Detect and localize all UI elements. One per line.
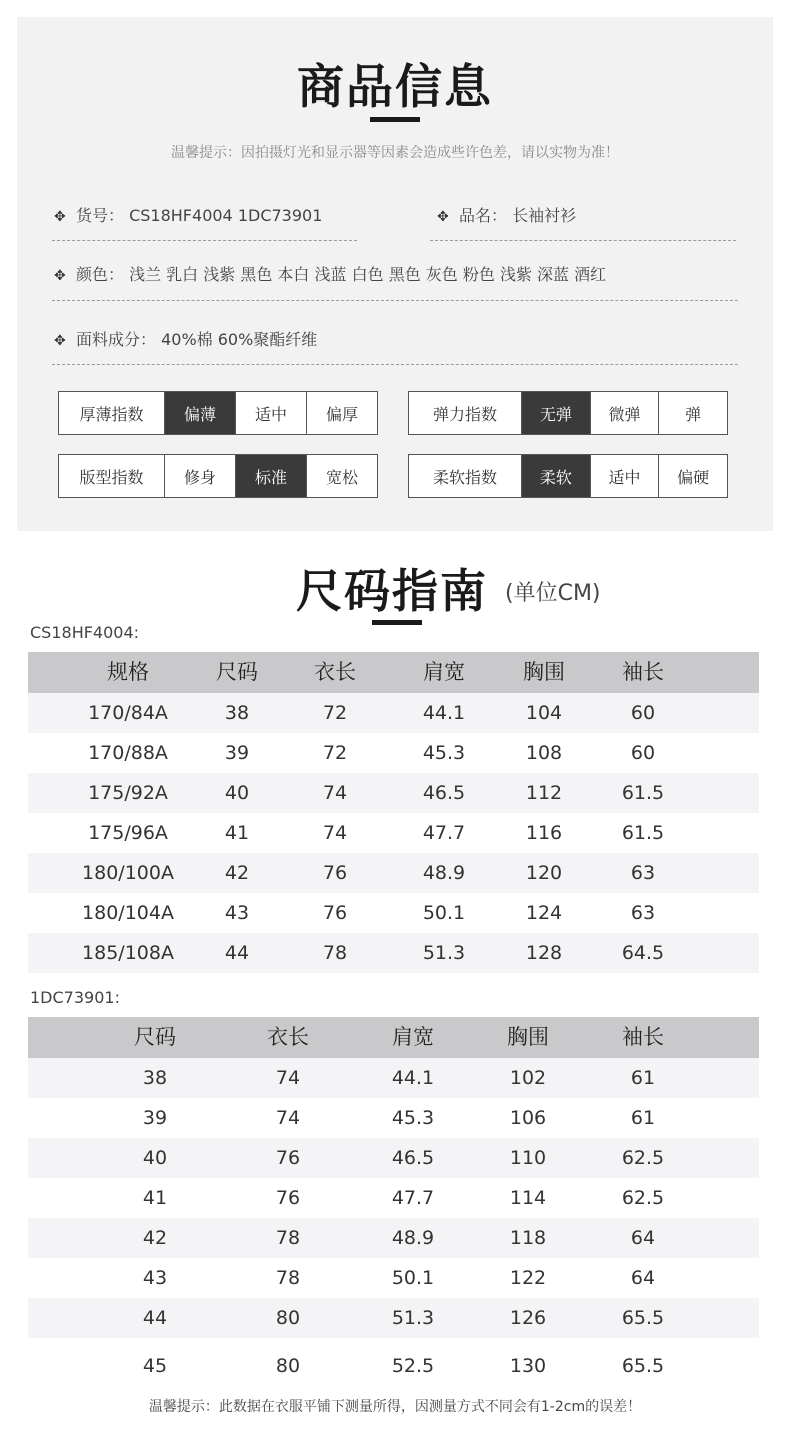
cell: 42 (224, 862, 250, 884)
header-sleeve: 袖长 (622, 660, 664, 684)
cell: 170/88A (88, 742, 168, 764)
cell: 65.5 (621, 1307, 665, 1329)
dashed-divider (52, 364, 738, 365)
cell: 180/100A (82, 862, 174, 884)
table-row (28, 893, 759, 933)
scale-option-selected: 偏薄 (164, 392, 235, 434)
product-info-title: 商品信息 (297, 60, 493, 115)
size-guide-unit: (单位CM) (505, 581, 601, 606)
four-point-star-icon: ✥ (54, 209, 66, 225)
table-row (28, 1218, 759, 1258)
cell: 108 (525, 742, 563, 764)
cell: 44 (142, 1307, 168, 1329)
table-row (28, 1338, 759, 1394)
cell: 78 (322, 942, 348, 964)
cell: 61.5 (621, 822, 665, 844)
scale-option: 适中 (590, 455, 659, 497)
cell: 47.7 (422, 822, 466, 844)
cell: 128 (525, 942, 563, 964)
cell: 74 (322, 822, 348, 844)
cell: 74 (322, 782, 348, 804)
color-difference-tip: 温馨提示：因拍摄灯光和显示器等因素会造成些许色差，请以实物为准！ (171, 145, 619, 161)
cell: 175/92A (88, 782, 168, 804)
header-size: 尺码 (216, 660, 258, 684)
cell: 48.9 (391, 1227, 435, 1249)
cell: 185/108A (82, 942, 174, 964)
cell: 47.7 (391, 1187, 435, 1209)
cell: 46.5 (422, 782, 466, 804)
scale-option: 微弹 (590, 392, 659, 434)
dashed-divider (52, 240, 357, 241)
scale-option: 适中 (235, 392, 306, 434)
table-row (28, 693, 759, 733)
scale-option: 偏厚 (306, 392, 377, 434)
four-point-star-icon: ✥ (54, 333, 66, 349)
table-row (28, 1058, 759, 1098)
table-header (28, 1017, 759, 1058)
fit-index-scale (58, 454, 378, 498)
fabric-text: 面料成分： 40%棉 60%聚酯纤维 (76, 330, 318, 349)
cell: 63 (630, 902, 656, 924)
cell: 102 (509, 1067, 547, 1089)
cell: 40 (224, 782, 250, 804)
table-row (28, 773, 759, 813)
cell: 64.5 (621, 942, 665, 964)
cell: 76 (275, 1187, 301, 1209)
cell: 44 (224, 942, 250, 964)
title-underline (370, 117, 420, 122)
scale-option-selected: 柔软 (521, 455, 590, 497)
measurement-error-tip: 温馨提示：此数据在衣服平铺下测量所得，因测量方式不同会有1-2cm的误差！ (148, 1399, 642, 1415)
cell: 60 (630, 742, 656, 764)
cell: 41 (224, 822, 250, 844)
cell: 120 (525, 862, 563, 884)
cell: 60 (630, 702, 656, 724)
scale-label: 厚薄指数 (79, 404, 144, 424)
table-row (28, 1098, 759, 1138)
cell: 44.1 (391, 1067, 435, 1089)
header-length: 衣长 (267, 1025, 309, 1049)
cell: 122 (509, 1267, 547, 1289)
header-spec: 规格 (107, 660, 149, 684)
scale-option-selected: 无弹 (521, 392, 590, 434)
table-row (28, 933, 759, 973)
product-info-panel (17, 17, 773, 531)
cell: 39 (142, 1107, 168, 1129)
dashed-divider (52, 300, 738, 301)
cell: 50.1 (391, 1267, 435, 1289)
four-point-star-icon: ✥ (437, 209, 449, 225)
scale-label: 柔软指数 (432, 467, 497, 487)
cell: 116 (525, 822, 563, 844)
table-row (28, 1138, 759, 1178)
cell: 78 (275, 1227, 301, 1249)
colors-row (54, 262, 606, 285)
cell: 43 (224, 902, 250, 924)
elasticity-index-scale (408, 391, 728, 435)
four-point-star-icon: ✥ (54, 268, 66, 284)
title-underline (372, 620, 422, 625)
cell: 38 (224, 702, 250, 724)
scale-option: 修身 (164, 455, 235, 497)
table-row (28, 813, 759, 853)
table-row (28, 1258, 759, 1298)
thickness-index-scale (58, 391, 378, 435)
cell: 65.5 (621, 1355, 665, 1377)
cell: 52.5 (391, 1355, 435, 1377)
cell: 46.5 (391, 1147, 435, 1169)
table1-product-code: CS18HF4004: (30, 623, 140, 642)
table-row (28, 1178, 759, 1218)
cell: 175/96A (88, 822, 168, 844)
header-chest: 胸围 (523, 660, 565, 684)
cell: 74 (275, 1067, 301, 1089)
cell: 110 (509, 1147, 547, 1169)
cell: 170/84A (88, 702, 168, 724)
fabric-row (54, 327, 317, 350)
cell: 62.5 (621, 1147, 665, 1169)
header-sleeve: 袖长 (622, 1025, 664, 1049)
softness-index-scale (408, 454, 728, 498)
size-table-1dc73901 (28, 1017, 759, 1394)
cell: 64 (630, 1267, 656, 1289)
table-header (28, 652, 759, 693)
cell: 51.3 (422, 942, 466, 964)
cell: 63 (630, 862, 656, 884)
scale-option: 宽松 (306, 455, 377, 497)
cell: 39 (224, 742, 250, 764)
product-name-row (437, 203, 576, 226)
cell: 44.1 (422, 702, 466, 724)
size-table-cs18hf4004 (28, 652, 759, 973)
dashed-divider (430, 240, 736, 241)
scale-option-selected: 标准 (235, 455, 306, 497)
table-row (28, 853, 759, 893)
cell: 124 (525, 902, 563, 924)
header-shoulder: 肩宽 (392, 1025, 434, 1049)
cell: 104 (525, 702, 563, 724)
cell: 126 (509, 1307, 547, 1329)
product-name-text: 品名： 长袖衬衫 (459, 206, 577, 225)
item-number-text: 货号： CS18HF4004 1DC73901 (76, 206, 323, 225)
cell: 76 (322, 862, 348, 884)
cell: 180/104A (82, 902, 174, 924)
cell: 78 (275, 1267, 301, 1289)
cell: 76 (322, 902, 348, 924)
scale-label: 版型指数 (79, 467, 144, 487)
cell: 48.9 (422, 862, 466, 884)
table-row (28, 1298, 759, 1338)
cell: 38 (142, 1067, 168, 1089)
cell: 64 (630, 1227, 656, 1249)
colors-text: 颜色： 浅兰 乳白 浅紫 黑色 本白 浅蓝 白色 黑色 灰色 粉色 浅紫 深蓝 酒红 (76, 265, 607, 284)
cell: 61 (630, 1107, 656, 1129)
cell: 80 (275, 1307, 301, 1329)
cell: 45 (142, 1355, 168, 1377)
header-shoulder: 肩宽 (423, 660, 465, 684)
cell: 72 (322, 742, 348, 764)
table-row (28, 733, 759, 773)
item-number-row (54, 203, 322, 226)
cell: 43 (142, 1267, 168, 1289)
cell: 45.3 (422, 742, 466, 764)
cell: 45.3 (391, 1107, 435, 1129)
header-chest: 胸围 (507, 1025, 549, 1049)
cell: 72 (322, 702, 348, 724)
header-length: 衣长 (314, 660, 356, 684)
scale-option: 偏硬 (658, 455, 727, 497)
table2-product-code: 1DC73901: (30, 988, 120, 1007)
cell: 40 (142, 1147, 168, 1169)
cell: 61 (630, 1067, 656, 1089)
scale-label: 弹力指数 (432, 404, 497, 424)
cell: 61.5 (621, 782, 665, 804)
size-guide-title: 尺码指南 (296, 564, 488, 618)
cell: 106 (509, 1107, 547, 1129)
cell: 130 (509, 1355, 547, 1377)
cell: 118 (509, 1227, 547, 1249)
cell: 76 (275, 1147, 301, 1169)
cell: 74 (275, 1107, 301, 1129)
cell: 114 (509, 1187, 547, 1209)
scale-option: 弹 (658, 392, 727, 434)
cell: 112 (525, 782, 563, 804)
cell: 62.5 (621, 1187, 665, 1209)
header-size: 尺码 (134, 1025, 176, 1049)
cell: 41 (142, 1187, 168, 1209)
cell: 51.3 (391, 1307, 435, 1329)
cell: 42 (142, 1227, 168, 1249)
cell: 50.1 (422, 902, 466, 924)
cell: 80 (275, 1355, 301, 1377)
